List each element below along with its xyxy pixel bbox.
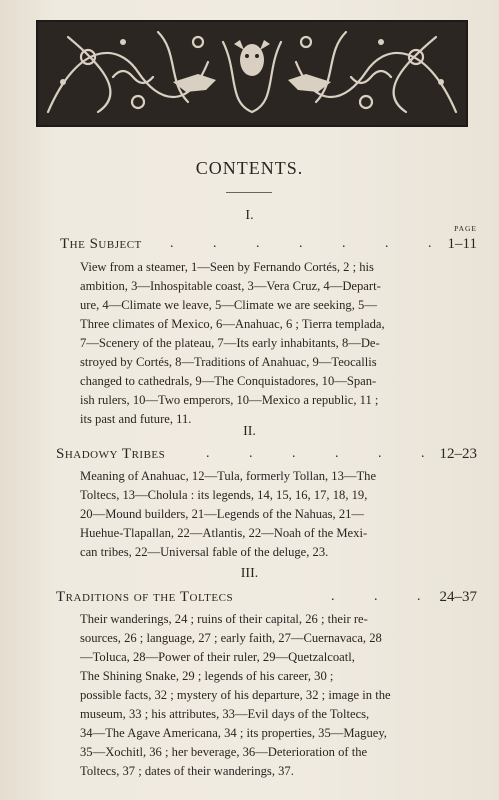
- summary-line: can tribes, 22—Universal fable of the deluge, 23.: [80, 545, 329, 559]
- section-title: Shadowy Tribes: [56, 446, 166, 462]
- section-pages: 1–11: [447, 236, 477, 252]
- summary-line: its past and future, 11.: [80, 412, 192, 426]
- summary-line: ure, 4—Climate we leave, 5—Climate we are seeking, 5—: [80, 298, 377, 312]
- summary-line: View from a steamer, 1—Seen by Fernando Cortés, 2 ; his: [80, 260, 374, 274]
- section-pages: 12–23: [439, 446, 477, 462]
- section-title-row: [56, 446, 477, 463]
- summary-line: 20—Mound builders, 21—Legends of the Nahuas, 21—: [80, 507, 365, 521]
- section-title: Traditions of the Toltecs: [56, 589, 234, 605]
- summary-line: sources, 26 ; language, 27 ; early faith, 27—Cuernavaca, 28: [80, 631, 382, 645]
- section-summary: [80, 467, 463, 562]
- summary-line: The Shining Snake, 29 ; legends of his career, 30 ;: [80, 669, 334, 683]
- summary-line: ambition, 3—Inhospitable coast, 3—Vera Cruz, 4—Depart-: [80, 279, 381, 293]
- section-pages: 24–37: [439, 589, 477, 605]
- summary-line: —Toluca, 28—Power of their ruler, 29—Quetzalcoatl,: [80, 650, 355, 664]
- section-numeral: III.: [240, 566, 259, 581]
- summary-line: 7—Scenery of the plateau, 7—Its early inhabitants, 8—De-: [80, 336, 380, 350]
- summary-line: Three climates of Mexico, 6—Anahuac, 6 ; Tierra templada,: [80, 317, 385, 331]
- leader-dots: . . . . . . .: [170, 236, 450, 251]
- section-title: The Subject: [60, 236, 142, 252]
- summary-line: Meaning of Anahuac, 12—Tula, formerly Tollan, 13—The: [80, 469, 377, 483]
- summary-line: Their wanderings, 24 ; ruins of their capital, 26 ; their re-: [80, 612, 368, 626]
- decorative-headpiece: [36, 20, 468, 127]
- section-numeral: II.: [243, 424, 256, 439]
- summary-line: possible facts, 32 ; mystery of his departure, 32 ; image in the: [80, 688, 391, 702]
- section-title-row: [56, 589, 477, 606]
- leader-dots: . . . . . .: [206, 446, 443, 461]
- summary-line: ish rulers, 10—Two emperors, 10—Mexico a republic, 11 ;: [80, 393, 379, 407]
- contents-heading: CONTENTS.: [195, 158, 304, 178]
- summary-line: Huehue-Tlapallan, 22—Atlantis, 22—Noah of the Mexi-: [80, 526, 368, 540]
- section-summary: [80, 258, 463, 429]
- summary-line: changed to cathedrals, 9—The Conquistadores, 10—Span-: [80, 374, 377, 388]
- summary-line: 34—The Agave Americana, 34 ; its properties, 35—Maguey,: [80, 726, 387, 740]
- floral-ornament-icon: [38, 22, 466, 125]
- summary-line: Toltecs, 37 ; dates of their wanderings, 37.: [80, 764, 294, 778]
- summary-line: Toltecs, 13—Cholula : its legends, 14, 15, 16, 17, 18, 19,: [80, 488, 368, 502]
- heading-rule: [226, 192, 272, 193]
- leader-dots: . . .: [331, 589, 439, 604]
- section-title-row: [60, 236, 477, 253]
- section-numeral: I.: [245, 208, 254, 223]
- summary-line: museum, 33 ; his attributes, 33—Evil days of the Toltecs,: [80, 707, 370, 721]
- section-summary: [80, 610, 463, 781]
- page-column-label: PAGE: [454, 224, 477, 233]
- summary-line: 35—Xochitl, 36 ; her beverage, 36—Deterioration of the: [80, 745, 368, 759]
- summary-line: stroyed by Cortés, 8—Traditions of Anahuac, 9—Teocallis: [80, 355, 377, 369]
